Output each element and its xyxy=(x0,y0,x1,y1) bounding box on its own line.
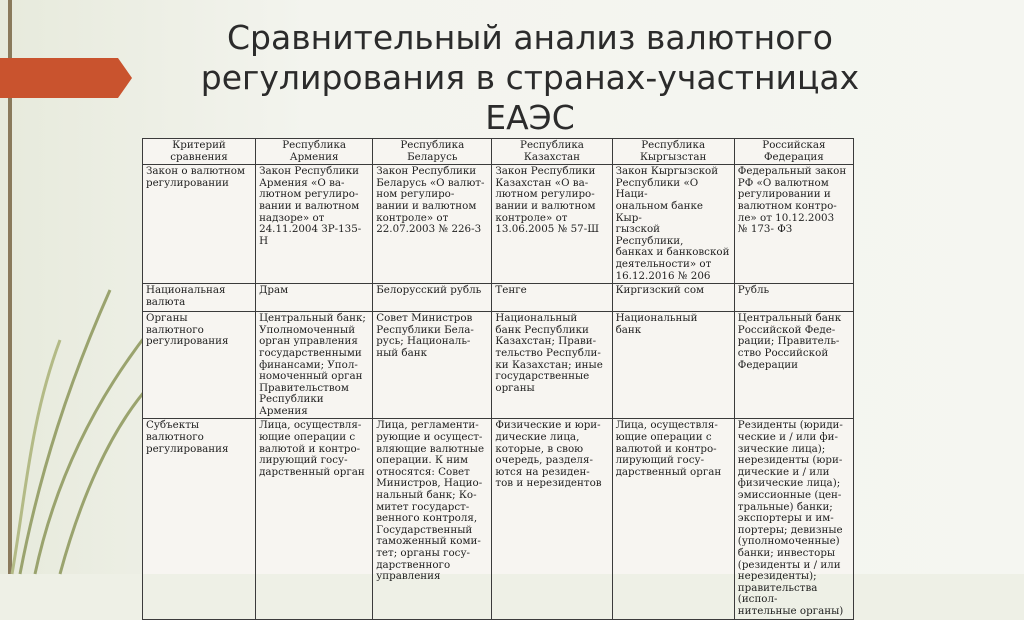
header-kyrgyzstan: Республика Кыргызстан xyxy=(612,139,734,165)
table-cell: Драм xyxy=(256,284,373,312)
table-row xyxy=(143,419,854,619)
title-line-1: Сравнительный анализ валютного xyxy=(227,18,833,57)
grass-curves xyxy=(12,290,150,574)
header-criterion: Критерий сравнения xyxy=(143,139,256,165)
table-header-row xyxy=(143,139,854,165)
table-cell: Федеральный закон РФ «О валютном регулировании и валютном контро- ле» от 10.12.2003 № 173- ФЗ xyxy=(734,165,853,284)
table-cell: Белорусский рубль xyxy=(373,284,492,312)
table-cell: Рубль xyxy=(734,284,853,312)
table-cell: Закон Республики Казахстан «О ва- лютном регулиро- вании и валютном контроле» от 13.06.2005 № 57-Ш xyxy=(492,165,612,284)
table-cell: Лица, осуществля- ющие операции с валютой и контро- лирующий госу- дарственный орган xyxy=(612,419,734,619)
table-cell: Центральный банк; Уполномоченный орган управления государственными финансами; Упол- номоченный орган Правительством Республики Армения xyxy=(256,312,373,419)
slide-title xyxy=(150,18,910,138)
table-cell: Субъекты валютного регулирования xyxy=(143,419,256,619)
table-cell: Закон о валютном регулировании xyxy=(143,165,256,284)
table-cell: Центральный банк Российской Феде- рации; Правитель- ство Российской Федерации xyxy=(734,312,853,419)
table-cell: Физические и юри- дические лица, которые, в свою очередь, разделя- ются на резиден- тов и нерезидентов xyxy=(492,419,612,619)
title-line-2: регулирования в странах-участницах xyxy=(200,58,860,97)
comparison-table xyxy=(142,138,854,620)
header-russia: Российская Федерация xyxy=(734,139,853,165)
header-belarus: Республика Беларусь xyxy=(373,139,492,165)
table-cell: Резиденты (юриди- ческие и / или фи- зические лица); нерезиденты (юри- дические и / или физические лица); эмиссионные (цен- тральные) банки; экспортеры и им- портеры; девизные (уполномоченные) банки; инвесторы (резиденты и / или нерезиденты); правительства (испол- нительные органы) xyxy=(734,419,853,619)
table-cell: Совет Министров Республики Бела- русь; Националь- ный банк xyxy=(373,312,492,419)
table-cell: Органы валютного регулирования xyxy=(143,312,256,419)
table-cell: Национальная валюта xyxy=(143,284,256,312)
table-cell: Лица, регламенти- рующие и осущест- вляющие валютные операции. К ним относятся: Совет Министров, Нацио- нальный банк; Ко- митет государст- венного контроля, Государственный таможенный коми- тет; органы госу- дарственного управления xyxy=(373,419,492,619)
table-cell: Национальный банк xyxy=(612,312,734,419)
table-row xyxy=(143,312,854,419)
decorative-lines xyxy=(0,0,160,574)
header-armenia: Республика Армения xyxy=(256,139,373,165)
comparison-table-image xyxy=(142,138,854,617)
table-cell: Национальный банк Республики Казахстан; Прави- тельство Республи- ки Казахстан; иные государственные органы xyxy=(492,312,612,419)
title-line-3: ЕАЭС xyxy=(485,98,575,137)
table-cell: Тенге xyxy=(492,284,612,312)
table-row xyxy=(143,284,854,312)
title-arrow xyxy=(0,58,132,98)
header-kazakhstan: Республика Казахстан xyxy=(492,139,612,165)
table-cell: Киргизский сом xyxy=(612,284,734,312)
table-cell: Закон Республики Беларусь «О валют- ном регулиро- вании и валютном контроле» от 22.07.2003 № 226-3 xyxy=(373,165,492,284)
table-cell: Закон Кыргызской Республики «О Наци- ональном банке Кыр- гызской Республики, банках и банковской деятельности» от 16.12.2016 № 206 xyxy=(612,165,734,284)
table-row xyxy=(143,165,854,284)
table-cell: Лица, осуществля- ющие операции с валютой и контро- лирующий госу- дарственный орган xyxy=(256,419,373,619)
table-cell: Закон Республики Армения «О ва- лютном регулиро- вании и валютном надзоре» от 24.11.2004 ЗР-135-Н xyxy=(256,165,373,284)
